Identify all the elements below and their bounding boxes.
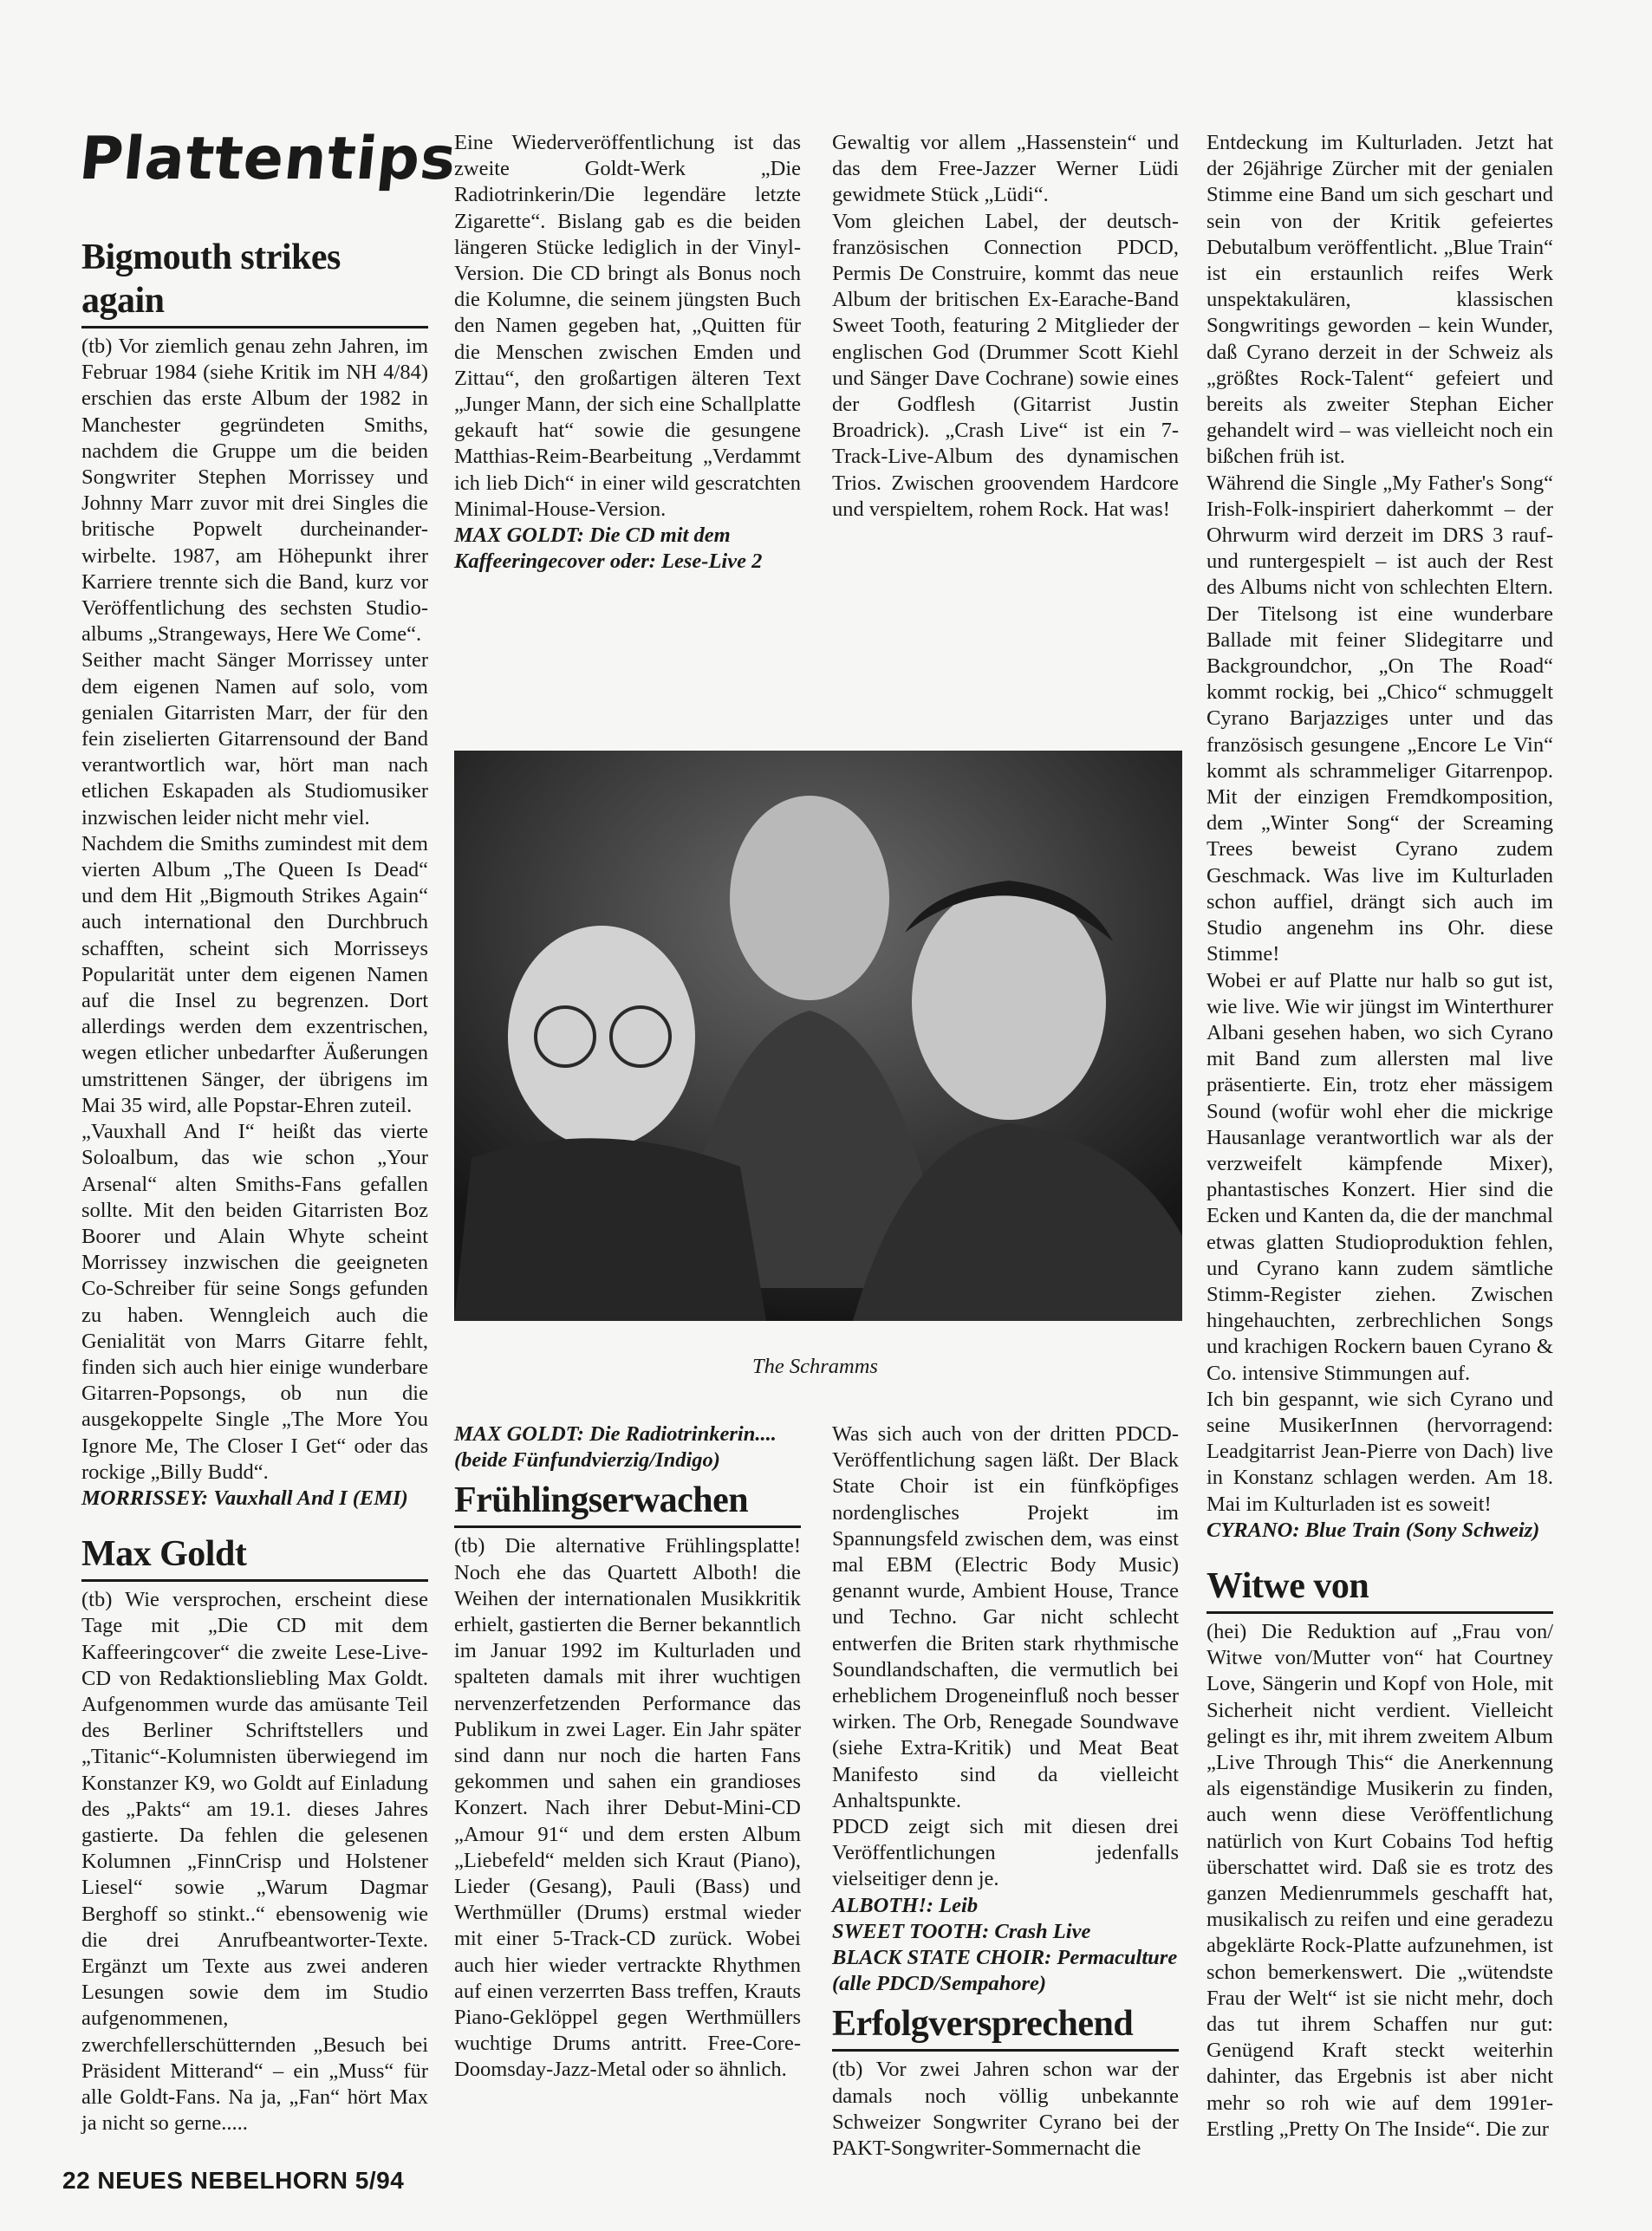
headline-morrissey: Bigmouth strikes again: [81, 237, 341, 321]
headline-erfolgversprechend: Erfolgversprechend: [832, 2004, 1134, 2045]
band-photo: [454, 751, 1182, 1321]
headline-witwe-von: Witwe von: [1206, 1565, 1369, 1606]
paragraph: Seither macht Sänger Morrissey unter dem eigenen Namen auf solo, vom genialen Gitarristen Marr, der für den fein ziselierten Gitarrensound der Band verantwortlich war, hört man nach etlichen Eskapaden als Studiomusiker inzwischen leider nicht mehr viel.: [81, 648, 428, 829]
column-3-top: [832, 130, 1179, 523]
album-credit: ALBOTH!: Leib: [832, 1893, 979, 1917]
paragraph: Wobei er auf Platte nur halb so gut ist, wie live. Wie wir jüngst im Winterthurer Albani gesehen haben, wo sich Cyrano mit Band zum allersten mal live präsentierte. Ein, trotz eher mässigem Sound (wofür wohl eher die mickrige Hausanlage verantwortlich war als der verzweifelt kämpfende Mixer), phantastisches Konzert. Hier sind die Ecken und Kanten da, die der manchmal etwas glatten Studioproduktion fehlen, und Cyrano kann zudem sämtliche Stimm-Register ziehen. Zwischen hingehauchten, zerbrechlichen Songs und krachigen Rockern bauen Cyrano & Co. intensive Stimmungen auf.: [1206, 968, 1553, 1385]
paragraph: (tb) Die alternative Frühlingsplatte! Noch ehe das Quartett Alboth! die Weihen der internationalen Musikkritik erhielt, gastierten die Berner bekanntlich im Januar 1992 im Kulturladen und spalteten damals mit ihrer wuchtigen nervenzerfetzenden Performance das Publikum in zwei Lager. Ein Jahr später sind dann nur noch die harten Fans gekommen und sahen ein grandioses Konzert. Nach ihrer Debut-Mini-CD „Amour 91“ und dem ersten Album „Liebefeld“ melden sich Kraut (Piano), Lieder (Gesang), Pauli (Bass) und Werthmüller (Drums) erstmal wieder mit einer 5-Track-CD zurück. Wobei auch hier wieder vertrackte Rhythmen auf einen verzerrten Bass treffen, Krauts Piano-Geklöppel gegen Werthmüllers wuchtige Drums antritt. Free-Core-Doomsday-Jazz-Metal oder so ähnlich.: [454, 1534, 801, 2082]
headline-rule: [1206, 1611, 1553, 1614]
album-credit: MAX GOLDT: Die CD mit dem Kaffeeringecover oder: Lese-Live 2: [454, 524, 763, 574]
headline-rule: [81, 1579, 428, 1582]
paragraph: (tb) Wie versprochen, erscheint diese Tage mit „Die CD mit dem Kaffeeringcover“ die zweite Lese-Live-CD von Redaktionsliebling Max Goldt. Aufgenommen wurde das amüsante Teil des Berliner Schriftstellers und „Titanic“-Kolumnisten überwiegend im Konstanzer K9, wo Goldt auf Einladung des „Pakts“ am 19.1. dieses Jahres gastierte. Da fehlen die gelesenen Kolumnen „FinnCrisp und Holstener Liesel“ sowie „Warum Dagmar Berghoff so stinkt..“ ebensowenig wie die drei Anrufbeantworter-Texte. Ergänzt um Texte aus zwei anderen Lesungen sowie dem im Studio aufgenommenen, zwerchfellerschütternden „Besuch bei Präsident Mitterand“ – ein „Muss“ für alle Goldt-Fans. Na ja, „Fan“ hört Max ja nicht so gerne.....: [81, 1588, 428, 2136]
column-1: [81, 236, 428, 2137]
column-2-top: [454, 130, 801, 575]
paragraph: „Vauxhall And I“ heißt das vierte Soloalbum, das wie schon „Your Arsenal“ alten Smiths-Fans gefallen sollte. Mit den beiden Gitarristen Boz Boorer und Alain Whyte scheint Morrissey inzwischen die geeigneten Co-Schreiber für seine Songs gefunden zu haben. Wenngleich auch die Genialität von Marrs Gitarre fehlt, finden sich auch hier einige wunderbare Gitarren-Popsongs, ob nun die ausgekoppelte Single „The More You Ignore Me, The Closer I Get“ oder das rockige „Billy Budd“.: [81, 1120, 428, 1484]
paragraph: Eine Wiederveröffentlichung ist das zweite Goldt-Werk „Die Radiotrinkerin/Die legendäre letzte Zigarette“. Bislang gab es die beiden längeren Stücke lediglich in der Vinyl-Version. Die CD bringt als Bonus noch die Kolumne, die seinem jüngsten Buch den Namen gegeben hat, „Quitten für die Menschen zwischen Emden und Zittau“, den großartigen älteren Text „Junger Mann, der sich eine Schallplatte gekauft hat“ sowie die gesungene Matthias-Reim-Bearbeitung „Verdammt ich lieb Dich“ in einer wild gescratchten Minimal-House-Version.: [454, 131, 801, 521]
album-credit: MAX GOLDT: Die Radiotrinkerin....(beide Fünfundvierzig/Indigo): [454, 1422, 777, 1473]
album-credit: MORRISSEY: Vauxhall And I (EMI): [81, 1486, 408, 1510]
paragraph: Was sich auch von der dritten PDCD-Veröffentlichung sagen läßt. Der Black State Choir ist ein fünfköpfiges nordenglisches Projekt im Spannungsfeld zwischen dem, was einst mal EBM (Electric Body Music) genannt wurde, Ambient House, Trance und Techno. Gar nicht schlecht entwerfen die Briten stark rhythmische Soundlandschaften, die vermutlich bei erheblichem Drogeneinfluß noch besser wirken. The Orb, Renegade Soundwave (siehe Extra-Kritik) und Meat Beat Manifesto sind da vielleicht Anhaltspunkte.: [832, 1422, 1179, 1812]
album-credit: CYRANO: Blue Train (Sony Schweiz): [1206, 1518, 1540, 1542]
band-photo-image: [454, 751, 1182, 1321]
paragraph: Nachdem die Smiths zumindest mit dem vierten Album „The Queen Is Dead“ und dem Hit „Bigmouth Strikes Again“ auch international den Durchbruch schafften, scheint sich Morrisseys Popularität unter dem eigenen Namen auf die Insel zu begrenzen. Dort allerdings werden dem exzentrischen, wegen etlicher unbedarfter Äußerungen umstrittenen Sänger, der übrigens im Mai 35 wird, alle Popstar-Ehren zuteil.: [81, 831, 428, 1117]
paragraph: Ich bin gespannt, wie sich Cyrano und seine MusikerInnen (hervorragend: Leadgitarrist Jean-Pierre von Dach) live in Konstanz schlagen werden. Am 18. Mai im Kulturladen ist es soweit!: [1206, 1387, 1553, 1516]
paragraph: Gewaltig vor allem „Hassenstein“ und das dem Free-Jazzer Werner Lüdi gewidmete Stück „Lüdi“.: [832, 131, 1179, 207]
photo-caption: The Schramms: [752, 1355, 878, 1378]
headline-fruehlingserwachen: Frühlingserwachen: [454, 1480, 749, 1521]
album-credit: BLACK STATE CHOIR: Permaculture (alle PDCD/Sempahore): [832, 1946, 1178, 1996]
page-footer: 22 NEUES NEBELHORN 5/94: [62, 2167, 405, 2194]
column-4: [1206, 130, 1553, 2143]
paragraph: Entdeckung im Kulturladen. Jetzt hat der 26jährige Zürcher mit der genialen Stimme eine Band um sich geschart und sein von der Kritik gefeiertes Debutalbum veröffentlicht. „Blue Train“ ist ein erstaunlich reifes Werk unspektakulären, klassischen Songwritings geworden – kein Wunder, daß Cyrano derzeit in der Schweiz als „größtes Rock-Talent“ gefeiert und bereits als zweiter Stephan Eicher gehandelt wird – was vielleicht noch ein bißchen früh ist.: [1206, 131, 1553, 469]
paragraph: Während die Single „My Father's Song“ Irish-Folk-inspiriert daherkommt – der Ohrwurm wird derzeit im DRS 3 rauf- und runtergespielt – ist auch der Rest des Albums nicht von schlechten Eltern. Der Titelsong ist eine wunderbare Ballade mit feiner Slidegitarre und Backgroundchor, „On The Road“ kommt rockig, bei „Chico“ schmuggelt Cyrano Barjazziges unter und das französisch gesungene „Encore Le Vin“ kommt als schrammeliger Gitarrenpop. Mit der einzigen Fremdkomposition, dem „Winter Song“ der Screaming Trees beweist Cyrano zudem Geschmack. Was live im Kulturladen schon auffiel, drängt sich auch im Studio angenehm ins Ohr. diese Stimme!: [1206, 471, 1553, 966]
paragraph: PDCD zeigt sich mit diesen drei Veröffentlichungen jedenfalls vielseitiger denn je.: [832, 1815, 1179, 1891]
album-credit: SWEET TOOTH: Crash Live: [832, 1919, 1091, 1943]
paragraph: (hei) Die Reduktion auf „Frau von/ Witwe von/Mutter von“ hat Courtney Love, Sängerin und Kopf von Hole, mit Sicherheit nicht verdient. Vielleicht gelingt es ihr, mit ihrem zweitem Album „Live Through This“ die Anerkennung als eigenständige Musikerin zu finden, auch wenn diese Veröffentlichung natürlich von Kurt Cobains Tod heftig überschattet wird. Daß sie es trotz des ganzen Medienrummels geschafft hat, musikalisch zu reifen und eine geradezu abgeklärte Rock-Platte aufzunehmen, ist schon bemerkenswert. Die „wütendste Frau der Welt“ ist sie nicht mehr, doch das tut ihrem Schaffen nur gut: Genügend Kraft steckt weiterhin dahinter, das Ergebnis ist aber nicht mehr so roh wie auf dem 1991er-Erstling „Pretty On The Inside“. Die zur: [1206, 1619, 1553, 2141]
column-2-bottom: [454, 1421, 801, 2084]
headline-rule: [81, 326, 428, 328]
headline-rule: [832, 2049, 1179, 2052]
paragraph: (tb) Vor ziemlich genau zehn Jahren, im Februar 1984 (siehe Kritik im NH 4/84) erschien das erste Album der 1982 in Manchester gegründeten Smiths, nachdem die Gruppe um die beiden Songwriter Stephen Morrissey und Johnny Marr zuvor mit drei Singles die britische Popwelt durcheinander-wirbelte. 1987, am Höhepunkt ihrer Karriere trennte sich die Band, kurz vor Veröffentlichung des sechsten Studio-albums „Strangeways, Here We Come“.: [81, 335, 428, 647]
headline-max-goldt: Max Goldt: [81, 1534, 247, 1575]
rubric-title: Plattentips: [75, 125, 460, 193]
paragraph: (tb) Vor zwei Jahren schon war der damals noch völlig unbekannte Schweizer Songwriter Cyrano bei der PAKT-Songwriter-Sommernacht die: [832, 2058, 1179, 2161]
paragraph: Vom gleichen Label, der deutsch-französischen Connection PDCD, Permis De Construire, kommt das neue Album der britischen Ex-Earache-Band Sweet Tooth, featuring 2 Mitglieder der englischen God (Drummer Scott Kiehl und Sänger Dave Cochrane) sowie eines der Godflesh (Gitarrist Justin Broadrick). „Crash Live“ ist ein 7-Track-Live-Album des dynamischen Trios. Zwischen groovendem Hardcore und verspieltem, rohem Rock. Hat was!: [832, 209, 1179, 521]
headline-rule: [454, 1525, 801, 1528]
column-3-bottom: [832, 1421, 1179, 2162]
